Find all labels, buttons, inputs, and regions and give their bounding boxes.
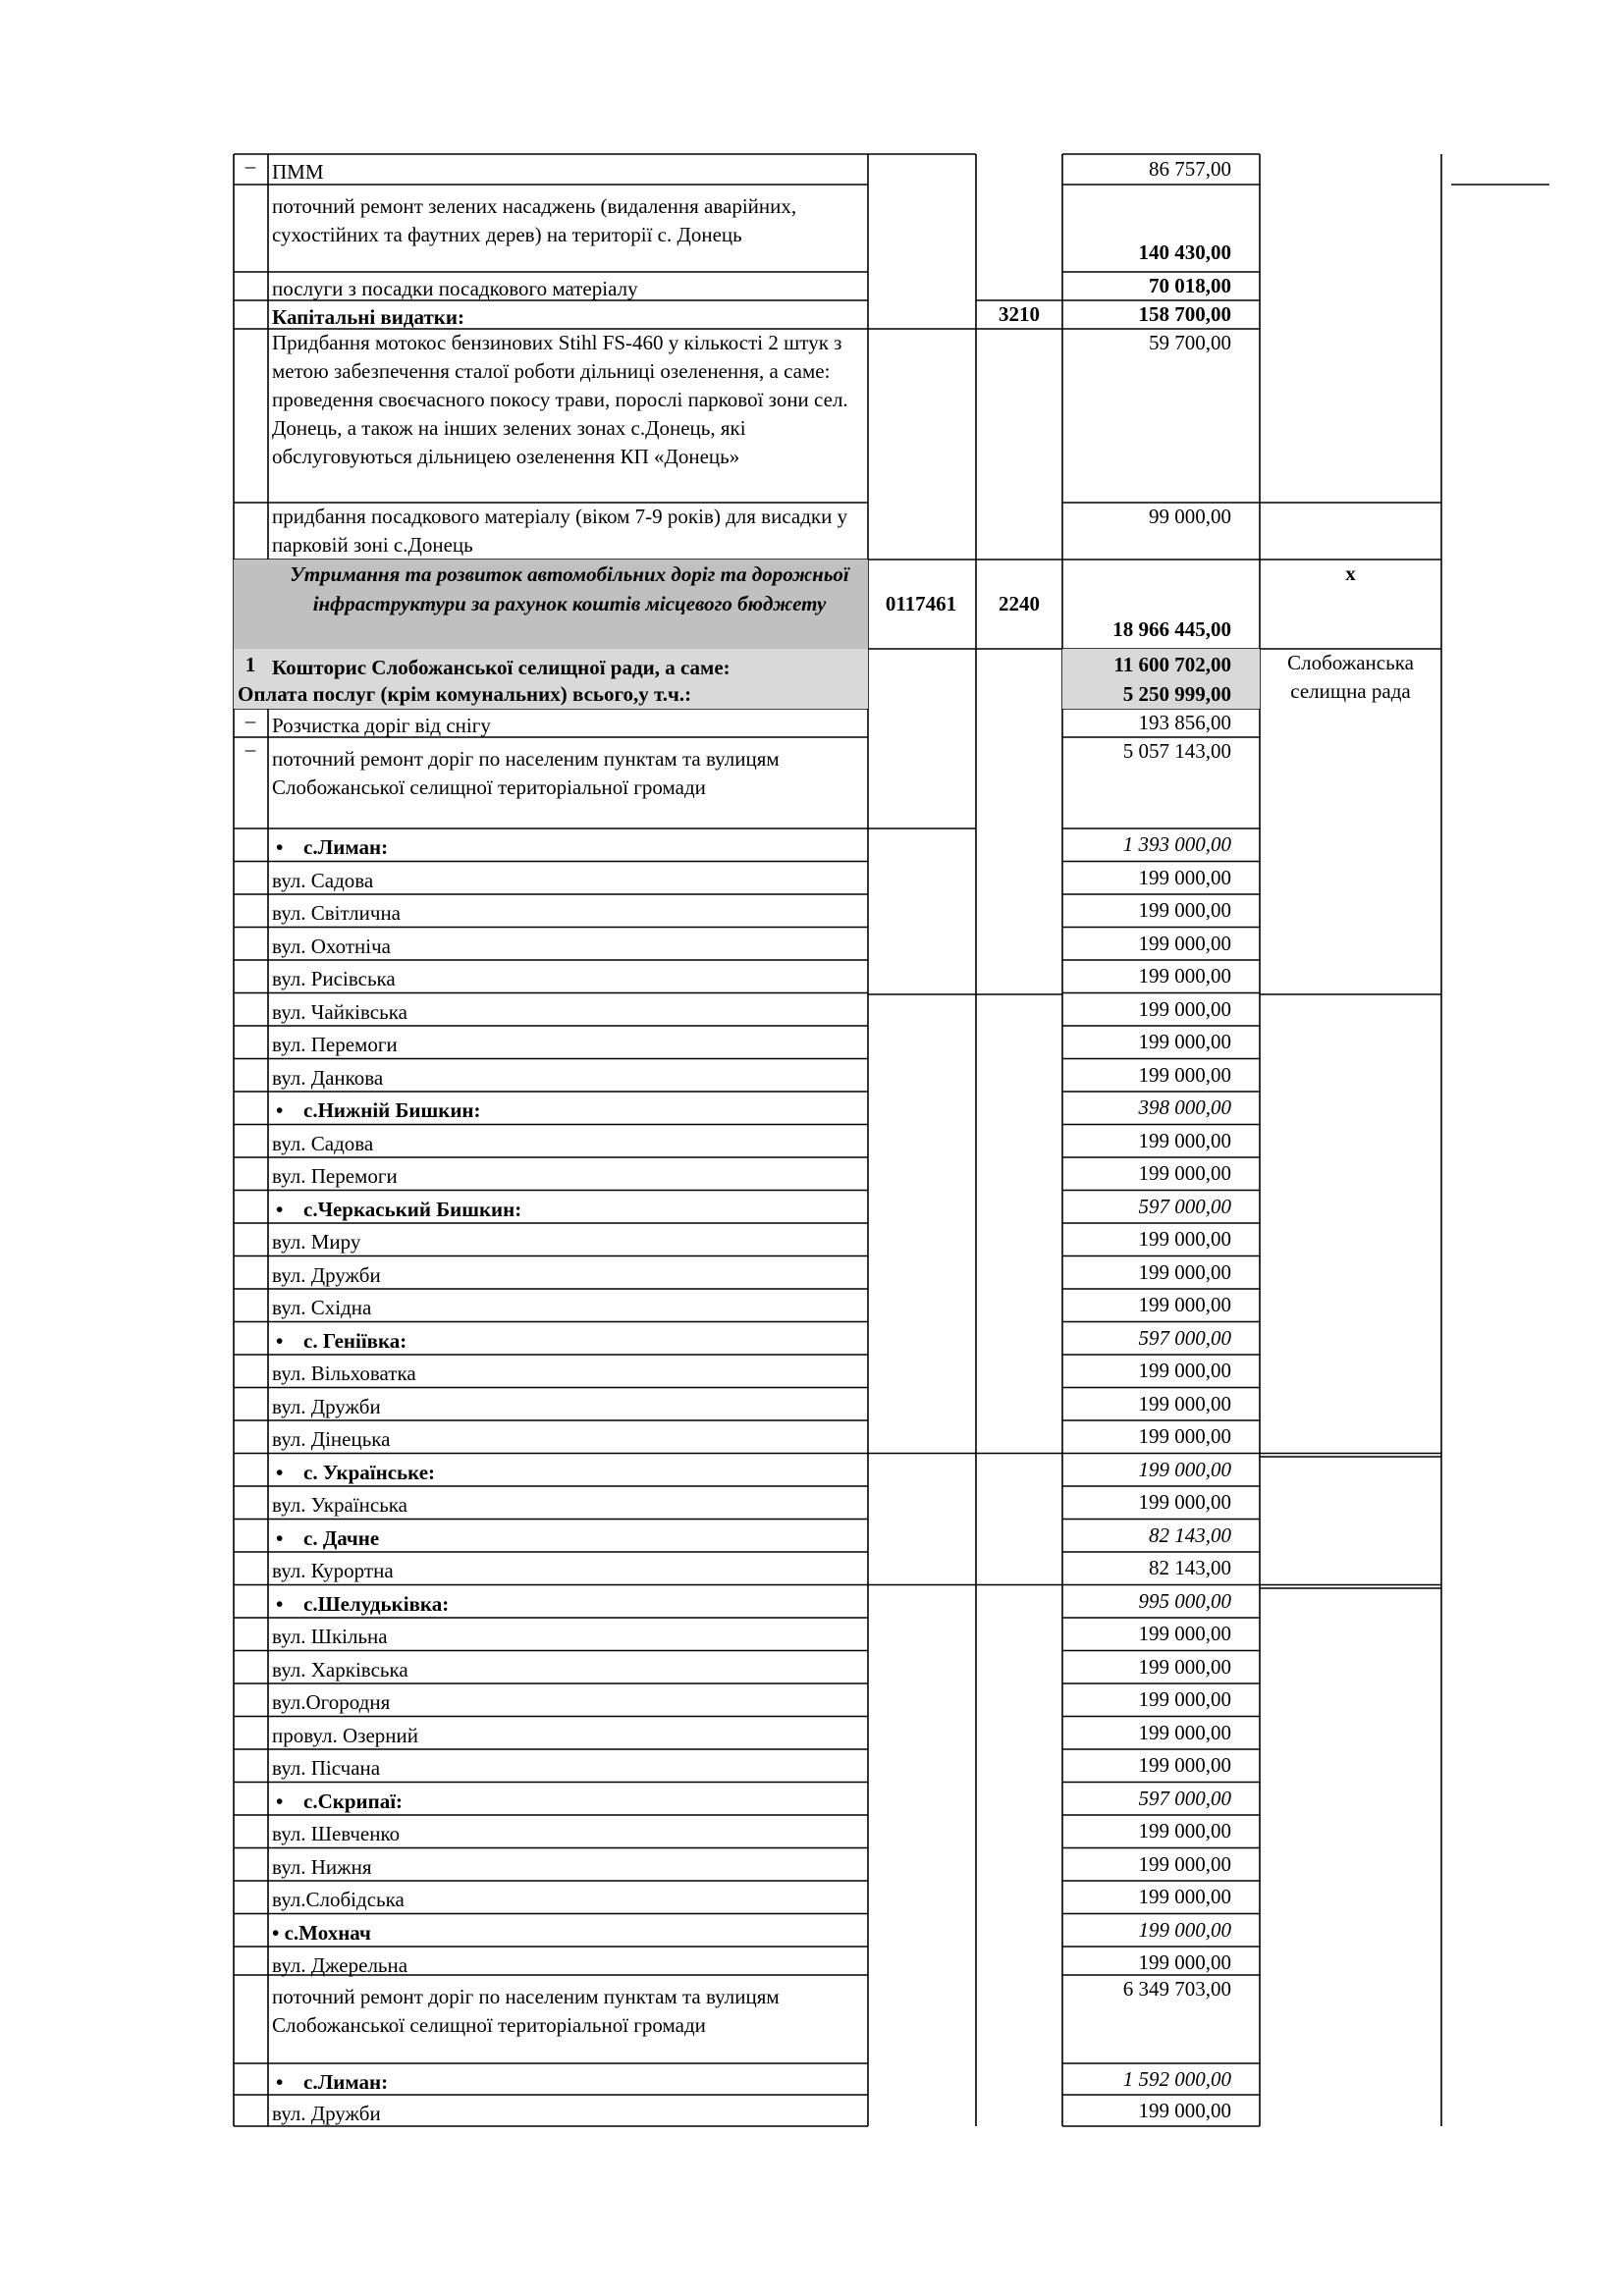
amount: 18 966 445,00 bbox=[1112, 617, 1231, 641]
row-label: поточний ремонт доріг по населеним пунктам та вулицям Слобожанської селищної територіальної громади bbox=[272, 1985, 780, 2037]
amount: 199 000,00 bbox=[1138, 1851, 1231, 1876]
village-name: • с.Черкаський Бишкин: bbox=[268, 1191, 867, 1224]
amount: 597 000,00 bbox=[1138, 1786, 1231, 1810]
amount: 199 000,00 bbox=[1138, 1917, 1231, 1942]
amount: 86 757,00 bbox=[1149, 157, 1231, 181]
row-label: Капітальні видатки: bbox=[272, 305, 464, 329]
amount: 199 000,00 bbox=[1138, 1424, 1231, 1448]
amount: 199 000,00 bbox=[1138, 1391, 1231, 1415]
row-label: вул. Нижня bbox=[272, 1854, 372, 1879]
amount: 199 000,00 bbox=[1138, 1259, 1231, 1284]
row-label: Утримання та розвиток автомобільних доріг та дорожньої інфраструктури за рахунок коштів місцевого бюджету bbox=[290, 562, 849, 615]
amount: 140 430,00 bbox=[1138, 240, 1231, 264]
row-label: вул. Садова bbox=[272, 1131, 374, 1155]
amount: 6 349 703,00 bbox=[1122, 1977, 1231, 2001]
amount: 199 000,00 bbox=[1138, 1293, 1231, 1316]
amount: 199 000,00 bbox=[1138, 865, 1231, 889]
village-name: • с.Мохнач bbox=[268, 1914, 867, 1948]
executor: Слобожанська селищна рада bbox=[1287, 651, 1414, 703]
village-name: • с.Нижній Бишкин: bbox=[268, 1092, 867, 1125]
amount: 199 000,00 bbox=[1138, 1654, 1231, 1679]
row-label: вул. Перемоги bbox=[272, 1164, 398, 1188]
row-label: вул. Чайкiвська bbox=[272, 999, 407, 1024]
amount: 199 000,00 bbox=[1138, 1490, 1231, 1514]
amount: 597 000,00 bbox=[1138, 1194, 1231, 1218]
row-label: вул. Данкова bbox=[272, 1065, 384, 1090]
row-label: поточний ремонт доріг по населеним пунктам та вулицям Слобожанської селищної територіальної громади bbox=[272, 747, 780, 799]
village-name: • с. Українське: bbox=[268, 1454, 867, 1487]
row-label: придбання посадкового матеріалу (віком 7-9 років) для висадки у парковій зоні с.Донець bbox=[272, 505, 848, 557]
amount: 199 000,00 bbox=[1138, 1062, 1231, 1087]
village-name: • с. Геніївка: bbox=[268, 1322, 867, 1356]
row-number: 1 bbox=[244, 653, 256, 676]
row-label: Розчистка доріг від снігу bbox=[272, 714, 491, 737]
row-label: Придбання мотокос бензинових Stihl FS-460 у кількості 2 штук з метою забезпечення сталої роботи дільниці озеленення, а саме: проведення своєчасного покосу трави, порослі паркової зони сел. Донець, а також на інших зелених зонах с.Донець, які обслуговуються дільницею озеленення КП «Донець» bbox=[272, 331, 848, 468]
row-label: Оплата послуг (крім комунальних) всього,у т.ч.: bbox=[238, 682, 692, 706]
row-label: вул. Харкiвська bbox=[272, 1657, 408, 1682]
row-number: – bbox=[244, 737, 256, 761]
program-code: 0117461 bbox=[885, 592, 957, 615]
row-label: вул. Пiсчана bbox=[272, 1756, 381, 1780]
row-label: вул. Курортна bbox=[272, 1559, 394, 1582]
economic-code: 2240 bbox=[999, 592, 1040, 615]
row-label: вул. Шевченко bbox=[272, 1822, 401, 1845]
amount: 5 057 143,00 bbox=[1122, 739, 1231, 763]
amount: 199 000,00 bbox=[1138, 1030, 1231, 1053]
economic-code: 3210 bbox=[999, 302, 1040, 326]
row-label: Кошторис Слобожанської селищної ради, а саме: bbox=[272, 656, 731, 679]
row-number: – bbox=[244, 154, 256, 178]
amount: 199 000,00 bbox=[1138, 1885, 1231, 1908]
row-label: вул. Дiнецька bbox=[272, 1427, 391, 1451]
amount: 199 000,00 bbox=[1138, 996, 1231, 1021]
amount: 59 700,00 bbox=[1149, 331, 1231, 354]
row-label: вул. Дружби bbox=[272, 1394, 381, 1418]
village-name: • с.Лиман: bbox=[268, 828, 867, 862]
row-label: вул. Світлична bbox=[272, 901, 402, 925]
amount: 199 000,00 bbox=[1138, 931, 1231, 955]
amount: 199 000,00 bbox=[1138, 1950, 1231, 1974]
amount: 199 000,00 bbox=[1138, 1128, 1231, 1152]
row-label: вул. Джерельна bbox=[272, 1953, 408, 1977]
row-label: вул. Миру bbox=[272, 1230, 361, 1254]
row-label: вул. Перемоги bbox=[272, 1033, 398, 1056]
row-label: вул. Шкiльна bbox=[272, 1625, 388, 1648]
amount: 995 000,00 bbox=[1138, 1588, 1231, 1613]
row-label: вул. Українська bbox=[272, 1493, 407, 1517]
amount: 158 700,00 bbox=[1138, 302, 1231, 326]
row-label: вул. Садова bbox=[272, 868, 374, 892]
amount: 199 000,00 bbox=[1138, 1687, 1231, 1711]
amount: 82 143,00 bbox=[1149, 1522, 1231, 1547]
amount: 11 600 702,00 bbox=[1113, 653, 1231, 676]
amount: 82 143,00 bbox=[1149, 1556, 1231, 1579]
row-label: послуги з посадки посадкового матеріалу bbox=[272, 277, 638, 300]
amount: 1 592 000,00 bbox=[1122, 2067, 1231, 2091]
amount: 99 000,00 bbox=[1149, 505, 1231, 528]
amount: 199 000,00 bbox=[1138, 1720, 1231, 1744]
row-label: ПММ bbox=[272, 160, 324, 184]
amount: 199 000,00 bbox=[1138, 898, 1231, 922]
amount: 199 000,00 bbox=[1138, 1161, 1231, 1185]
amount: 398 000,00 bbox=[1138, 1095, 1231, 1119]
amount: 199 000,00 bbox=[1138, 1457, 1231, 1481]
row-label: вул. Охотнiча bbox=[272, 934, 391, 958]
row-label: вул. Рисiвська bbox=[272, 967, 396, 990]
amount: 70 018,00 bbox=[1149, 274, 1231, 297]
row-label: вул. Дружби bbox=[272, 1262, 381, 1287]
amount: 199 000,00 bbox=[1138, 1753, 1231, 1777]
executor: х bbox=[1345, 561, 1356, 585]
amount: 199 000,00 bbox=[1138, 1227, 1231, 1251]
row-label: вул.Слобiдська bbox=[272, 1888, 405, 1911]
row-label: вул. Дружби bbox=[272, 2102, 381, 2125]
village-name: • с.Скрипаї: bbox=[268, 1783, 867, 1816]
amount: 1 393 000,00 bbox=[1122, 832, 1231, 856]
row-label: вул. Вiльховатка bbox=[272, 1362, 416, 1385]
village-name: • с.Лиман: bbox=[268, 2063, 867, 2095]
amount: 199 000,00 bbox=[1138, 964, 1231, 988]
row-label: провул. Озерний bbox=[272, 1723, 418, 1747]
amount: 199 000,00 bbox=[1138, 2099, 1231, 2122]
village-name: • с.Шелудьківка: bbox=[268, 1585, 867, 1619]
amount: 597 000,00 bbox=[1138, 1325, 1231, 1350]
amount: 199 000,00 bbox=[1138, 1819, 1231, 1842]
row-label: вул.Огородня bbox=[272, 1690, 391, 1714]
amount: 199 000,00 bbox=[1138, 1622, 1231, 1645]
row-number: – bbox=[244, 709, 256, 732]
village-name: • с. Дачне bbox=[268, 1520, 867, 1553]
row-label: поточний ремонт зелених насаджень (видалення аварійних, сухостійних та фаутних дерев) на території с. Донець bbox=[272, 194, 797, 246]
amount: 5 250 999,00 bbox=[1122, 682, 1231, 706]
row-label: вул. Схiдна bbox=[272, 1296, 372, 1319]
amount: 199 000,00 bbox=[1138, 1359, 1231, 1382]
amount: 193 856,00 bbox=[1138, 711, 1231, 734]
